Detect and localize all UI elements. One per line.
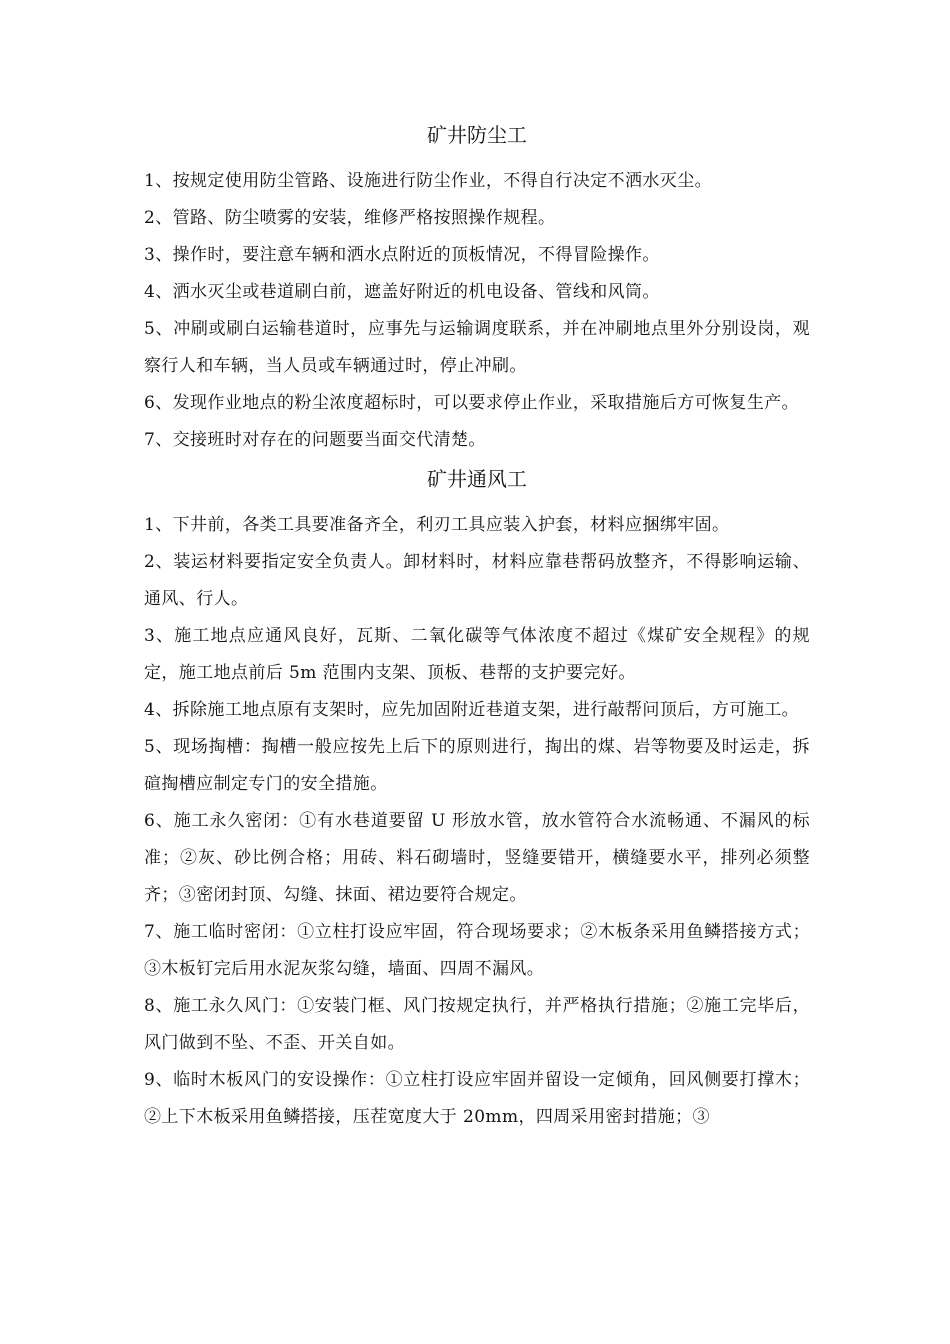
document-page [144,117,810,1136]
list-item: 9、临时木板风门的安设操作：①立柱打设应牢固并留设一定倾角，回风侧要打撑木；②上下木板采用鱼鳞搭接，压茬宽度大于 20mm，四周采用密封措施；③ [144,1070,810,1127]
list-item: 5、冲刷或刷白运输巷道时，应事先与运输调度联系，并在冲刷地点里外分别设岗，观察行人和车辆，当人员或车辆通过时，停止冲刷。 [144,319,810,376]
section-title-dust-prevention: 矿井防尘工 [427,123,527,147]
list-item: 4、洒水灭尘或巷道刷白前，遮盖好附近的机电设备、管线和风筒。 [144,282,660,302]
section-title-ventilation: 矿井通风工 [427,467,527,491]
list-item: 1、按规定使用防尘管路、设施进行防尘作业，不得自行决定不洒水灭尘。 [144,171,713,191]
list-item: 5、现场掏槽：掏槽一般应按先上后下的原则进行，掏出的煤、岩等物要及时运走，拆碹掏槽应制定专门的安全措施。 [144,737,810,794]
list-item: 2、管路、防尘喷雾的安装，维修严格按照操作规程。 [144,208,556,228]
list-item: 1、下井前，各类工具要准备齐全，利刃工具应装入护套，材料应捆绑牢固。 [144,515,730,535]
list-item: 8、施工永久风门：①安装门框、风门按规定执行，并严格执行措施；②施工完毕后，风门做到不坠、不歪、开关自如。 [144,996,810,1053]
list-item: 3、施工地点应通风良好，瓦斯、二氧化碳等气体浓度不超过《煤矿安全规程》的规定，施工地点前后 5m 范围内支架、顶板、巷帮的支护要完好。 [144,626,810,683]
list-item: 7、施工临时密闭：①立柱打设应牢固，符合现场要求；②木板条采用鱼鳞搭接方式；③木板钉完后用水泥灰浆勾缝，墙面、四周不漏风。 [144,922,810,979]
list-item: 7、交接班时对存在的问题要当面交代清楚。 [144,430,486,450]
list-item: 4、拆除施工地点原有支架时，应先加固附近巷道支架，进行敲帮问顶后，方可施工。 [144,700,800,720]
list-item: 3、操作时，要注意车辆和洒水点附近的顶板情况，不得冒险操作。 [144,245,660,265]
list-item: 6、施工永久密闭：①有水巷道要留 U 形放水管，放水管符合水流畅通、不漏风的标准；②灰、砂比例合格；用砖、料石砌墙时，竖缝要错开，横缝要水平，排列必须整齐；③密闭封顶、勾缝、抹面、裙边要符合规定。 [144,811,810,905]
list-item: 2、装运材料要指定安全负责人。卸材料时，材料应靠巷帮码放整齐，不得影响运输、通风、行人。 [144,552,810,609]
list-item: 6、发现作业地点的粉尘浓度超标时，可以要求停止作业，采取措施后方可恢复生产。 [144,393,800,413]
